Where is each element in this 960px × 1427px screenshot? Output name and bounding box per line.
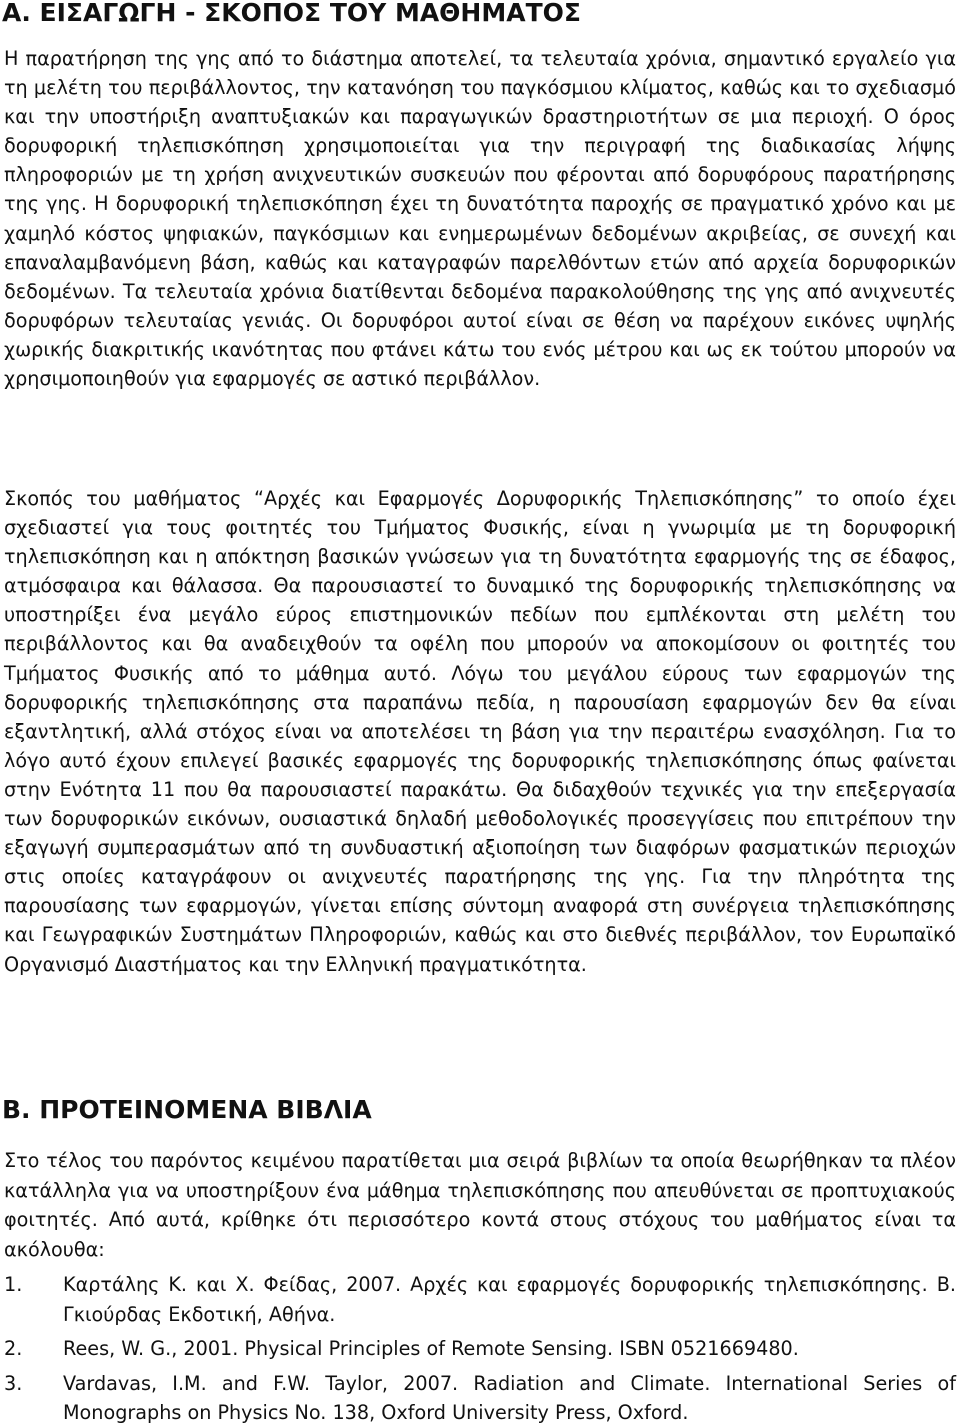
reference-number: 1. [4, 1273, 23, 1296]
reference-text: Καρτάλης Κ. και Χ. Φείδας, 2007. Αρχές και εφαρμογές δορυφορικής τηλεπισκόπησης. Β. Γκιούρδας Εκδοτική, Αθήνα. [63, 1273, 956, 1326]
reference-number: 2. [4, 1337, 23, 1360]
section-b-intro: Στο τέλος του παρόντος κειμένου παρατίθεται μια σειρά βιβλίων τα οποία θεωρήθηκαν τα πλέον κατάλληλα για να υποστηρίξουν ένα μάθημα τηλεπισκόπησης που απευθύνεται σε προπτυχιακούς φοιτητές. Από αυτά, κρίθηκε ότι περισσότερο κοντά στους στόχους του μαθήματος είναι τα ακόλουθα: [4, 1149, 956, 1261]
section-a-paragraph-1: Η παρατήρηση της γης από το διάστημα αποτελεί, τα τελευταία χρόνια, σημαντικό εργαλείο για τη μελέτη του περιβάλλοντος, την κατανόηση του παγκόσμιου κλίματος, καθώς και το σχεδιασμό και την υποστήριξη αναπτυξιακών και παραγωγικών δραστηριοτήτων σε μια περιοχή. Ο όρος δορυφορική τηλεπισκόπηση χρησιμοποιείται για την περιγραφή της διαδικασίας λήψης πληροφοριών με τη χρήση ανιχνευτικών συσκευών που φέρονται από δορυφόρους παρατήρησης της γης. Η δορυφορική τηλεπισκόπηση έχει τη δυνατότητα παροχής σε πραγματικό χρόνο και με χαμηλό κόστος ψηφιακών, παγκόσμιων και ενημερωμένων δεδομένων ακριβείας, σε συνεχή και επαναλαμβανόμενη βάση, καθώς και καταγραφών παρελθόντων ετών από αρχεία δορυφορικών δεδομένων. Τα τελευταία χρόνια διατίθενται δεδομένα παρακολούθησης της γης από ανιχνευτές δορυφόρων τελευταίας γενιάς. Οι δορυφόροι αυτοί είναι σε θέση να παρέχουν εικόνες υψηλής χωρικής διακριτικής ικανότητας που φτάνει κάτω του ενός μέτρου και ως εκ τούτου μπορούν να χρησιμοποιηθούν για εφαρμογές σε αστικό περιβάλλον. [4, 47, 956, 391]
book-reference-list [4, 1270, 956, 1427]
section-a-heading: Α. ΕΙΣΑΓΩΓΗ - ΣΚΟΠΟΣ ΤΟΥ ΜΑΘΗΜΑΤΟΣ [2, 0, 581, 27]
book-reference-item [4, 1270, 956, 1329]
book-reference-item [4, 1334, 956, 1364]
reference-text: Vardavas, I.M. and F.W. Taylor, 2007. Radiation and Climate. International Series of Monographs on Physics No. 138, Oxford University Press, Oxford. [63, 1371, 956, 1424]
section-a-paragraph-2: Σκοπός του μαθήματος “Αρχές και Εφαρμογές Δορυφορικής Τηλεπισκόπησης” το οποίο έχει σχεδιαστεί για τους φοιτητές του Τμήματος Φυσικής, είναι η γνωριμία με τη δορυφορική τηλεπισκόπηση και η απόκτηση βασικών γνώσεων για τη δυνατότητα εφαρμογής της σε έδαφος, ατμόσφαιρα και θάλασσα. Θα παρουσιαστεί το δυναμικό της δορυφορικής τηλεπισκόπησης να υποστηρίξει ένα μεγάλο εύρος επιστημονικών πεδίων που εμπλέκονται στη μελέτη του περιβάλλοντος και θα αναδειχθούν τα οφέλη που μπορούν να αποκομίσουν οι φοιτητές του Τμήματος Φυσικής από το μάθημα αυτό. Λόγω του μεγάλου εύρους των εφαρμογών της δορυφορικής τηλεπισκόπησης στα παραπάνω πεδία, η παρουσίαση εφαρμογών δεν θα είναι εξαντλητική, αλλά στόχος είναι να αποτελέσει τη βάση για την περαιτέρω ενασχόληση. Για το λόγο αυτό έχουν επιλεγεί βασικές εφαρμογές της δορυφορικής τηλεπισκόπησης όπως φαίνεται στην Ενότητα 11 που θα παρουσιαστεί παρακάτω. Θα διδαχθούν τεχνικές για την επεξεργασία των δορυφορικών εικόνων, ουσιαστικά δηλαδή μεθοδολογικές προσεγγίσεις που επιτρέπουν την εξαγωγή συμπερασμάτων από τη συνδυαστική αξιοποίηση των διαφόρων φασματικών περιοχών στις οποίες καταγράφουν οι ανιχνευτές παρατήρησης της γης. Για την πληρότητα της παρουσίασης των εφαρμογών, γίνεται επίσης σύντομη αναφορά στη συνέργεια τηλεπισκόπησης και Γεωγραφικών Συστημάτων Πληροφοριών, καθώς και στο διεθνές περιβάλλον, τον Ευρωπαϊκό Οργανισμό Διαστήματος και την Ελληνική πραγματικότητα. [4, 487, 956, 976]
reference-text: Rees, W. G., 2001. Physical Principles of Remote Sensing. ISBN 0521669480. [63, 1337, 799, 1360]
book-reference-item [4, 1369, 956, 1427]
reference-number: 3. [4, 1371, 23, 1395]
section-b-heading: Β. ΠΡΟΤΕΙΝΟΜΕΝΑ ΒΙΒΛΙΑ [2, 1095, 372, 1124]
